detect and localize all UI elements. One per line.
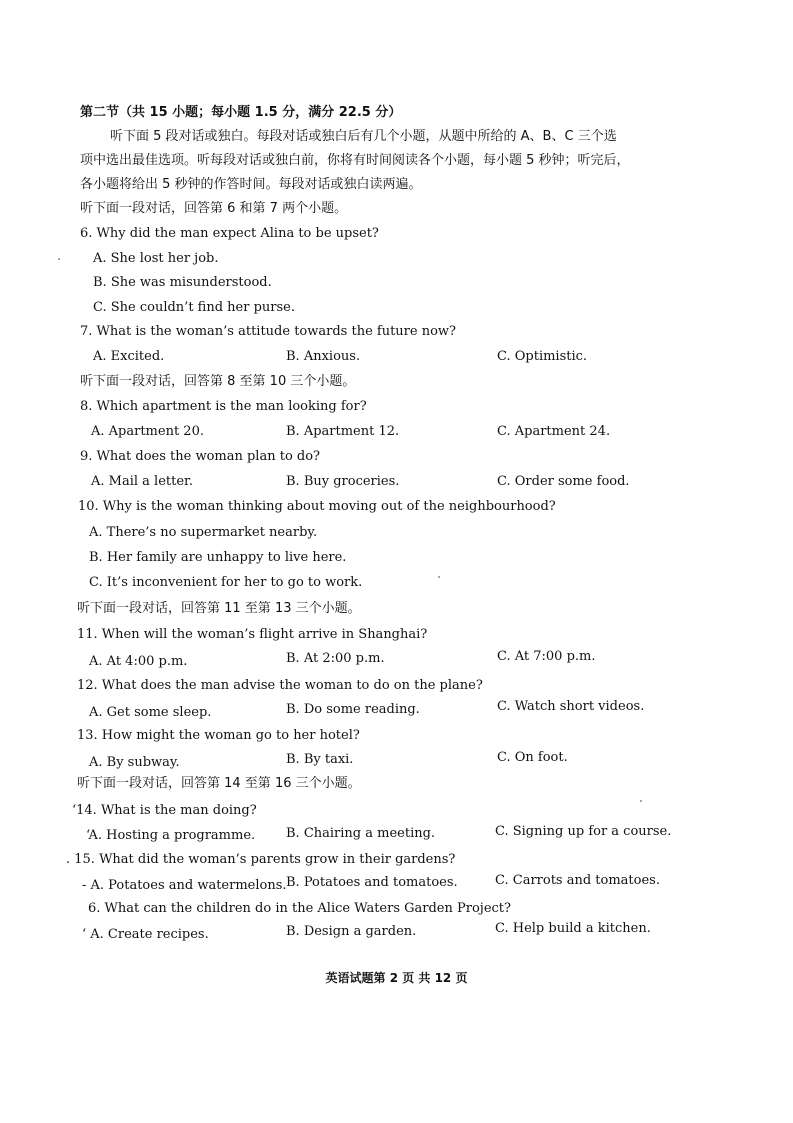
question-6-stem: 6. Why did the man expect Alina to be upset?: [80, 226, 379, 241]
group-instruction-2: 听下面一段对话，回答第 8 至第 10 三个小题。: [80, 374, 356, 389]
question-13-option-b: B. By taxi.: [286, 752, 354, 767]
question-9-option-b: B. Buy groceries.: [286, 474, 400, 489]
question-11-option-a: A. At 4:00 p.m.: [89, 654, 188, 669]
question-9-option-c: C. Order some food.: [497, 474, 630, 489]
question-9-option-a: A. Mail a letter.: [91, 474, 193, 489]
question-7-option-a: A. Excited.: [93, 349, 165, 364]
question-11-stem: 11. When will the woman’s flight arrive in Shanghai?: [77, 627, 428, 642]
question-8-option-a: A. Apartment 20.: [91, 424, 204, 439]
question-13-stem: 13. How might the woman go to her hotel?: [77, 728, 360, 743]
question-8-option-c: C. Apartment 24.: [497, 424, 611, 439]
scan-speck: [640, 800, 642, 802]
scan-speck: [438, 576, 440, 578]
instruction-line-2: 项中选出最佳选项。听每段对话或独白前，你将有时间阅读各个小题，每小题 5 秒钟；听完后，: [80, 153, 630, 168]
question-13-option-c: C. On foot.: [497, 750, 568, 765]
question-15-option-a: - A. Potatoes and watermelons.: [82, 878, 287, 893]
page-footer: 英语试题第 2 页 共 12 页: [325, 971, 468, 985]
question-11-option-c: C. At 7:00 p.m.: [497, 649, 596, 664]
question-7-option-b: B. Anxious.: [286, 349, 361, 364]
question-10-option-b: B. Her family are unhappy to live here.: [89, 550, 347, 565]
question-12-option-c: C. Watch short videos.: [497, 699, 645, 714]
question-10-stem: 10. Why is the woman thinking about moving out of the neighbourhood?: [78, 499, 556, 514]
question-8-option-b: B. Apartment 12.: [286, 424, 400, 439]
question-13-option-a: A. By subway.: [89, 755, 180, 770]
instruction-line-3: 各小题将给出 5 秒钟的作答时间。每段对话或独白读两遍。: [80, 177, 422, 192]
question-8-stem: 8. Which apartment is the man looking for?: [80, 399, 367, 414]
group-instruction-3: 听下面一段对话，回答第 11 至第 13 三个小题。: [77, 601, 361, 616]
instruction-line-1: 听下面 5 段对话或独白。每段对话或独白后有几个小题，从题中所给的 A、B、C 三个选: [110, 129, 617, 144]
question-10-option-a: A. There’s no supermarket nearby.: [89, 525, 318, 540]
question-14-option-b: B. Chairing a meeting.: [286, 826, 436, 841]
question-15-option-b: B. Potatoes and tomatoes.: [286, 875, 458, 890]
question-6-option-a: A. She lost her job.: [93, 251, 219, 266]
question-14-stem: ‘14. What is the man doing?: [72, 803, 257, 818]
group-instruction-4: 听下面一段对话，回答第 14 至第 16 三个小题。: [77, 776, 361, 791]
scan-speck: [58, 258, 60, 260]
question-16-stem: 6. What can the children do in the Alice Waters Garden Project?: [88, 901, 511, 916]
question-12-option-a: A. Get some sleep.: [89, 705, 212, 720]
question-7-stem: 7. What is the woman’s attitude towards the future now?: [80, 324, 457, 339]
question-10-option-c: C. It’s inconvenient for her to go to work.: [89, 575, 363, 590]
question-16-option-c: C. Help build a kitchen.: [495, 921, 651, 936]
question-12-stem: 12. What does the man advise the woman to do on the plane?: [77, 678, 483, 693]
question-16-option-a: ‘ A. Create recipes.: [82, 927, 209, 942]
question-14-option-a: ‘A. Hosting a programme.: [86, 828, 256, 843]
question-9-stem: 9. What does the woman plan to do?: [80, 449, 321, 464]
question-14-option-c: C. Signing up for a course.: [495, 824, 672, 839]
question-11-option-b: B. At 2:00 p.m.: [286, 651, 385, 666]
group-instruction-1: 听下面一段对话，回答第 6 和第 7 两个小题。: [80, 201, 348, 216]
question-15-stem: . 15. What did the woman’s parents grow in their gardens?: [66, 852, 456, 867]
section-heading: 第二节（共 15 小题；每小题 1.5 分，满分 22.5 分）: [80, 105, 402, 120]
question-12-option-b: B. Do some reading.: [286, 702, 420, 717]
question-6-option-b: B. She was misunderstood.: [93, 275, 272, 290]
question-7-option-c: C. Optimistic.: [497, 349, 588, 364]
question-15-option-c: C. Carrots and tomatoes.: [495, 873, 660, 888]
question-16-option-b: B. Design a garden.: [286, 924, 417, 939]
question-6-option-c: C. She couldn’t find her purse.: [93, 300, 295, 315]
